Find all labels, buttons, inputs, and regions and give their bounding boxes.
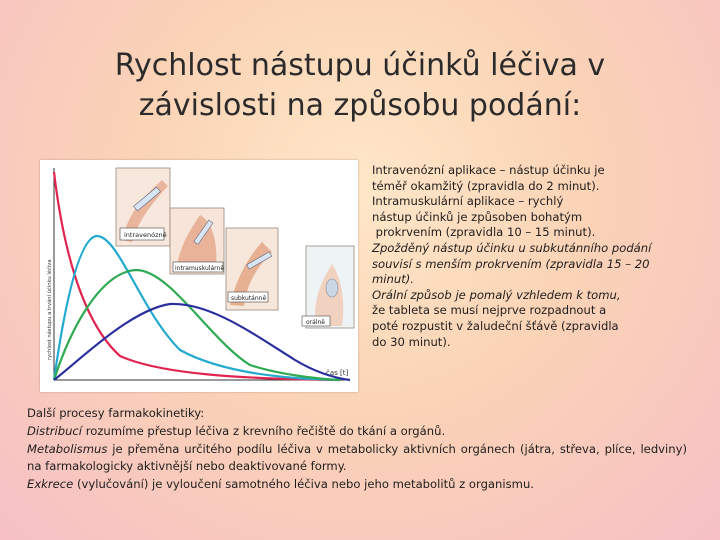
right-line-7: souvisí s menším prokrvením (zpravidla 15 – 20 [372, 256, 650, 271]
right-line-3: Intramuskulární aplikace – rychlý [372, 194, 564, 209]
excretion-paragraph [27, 476, 687, 494]
distribution-text: rozumíme přestup léčiva z krevního řečiště do tkání a orgánů. [82, 423, 446, 438]
title-line-1: Rychlost nástupu účinků léčiva v [114, 48, 606, 83]
right-line-2: téměř okamžitý (zpravidla do 2 minut). [372, 178, 600, 193]
distribution-term: Distribucí [27, 423, 83, 438]
metabolism-term: Metabolismus [27, 441, 108, 456]
x-axis-label: čas [t] [326, 369, 349, 377]
right-line-1: Intravenózní aplikace – nástup účinku je [372, 163, 605, 177]
iv-curve [54, 172, 340, 380]
right-line-9: Orální způsob je pomalý vzhledem k tomu, [372, 287, 621, 302]
absorption-curves-diagram [40, 160, 358, 392]
right-line-12: do 30 minut). [372, 334, 451, 349]
distribution-paragraph [27, 423, 687, 441]
bottom-text-block [27, 405, 687, 494]
right-line-8: minut). [372, 272, 414, 287]
slide-title [0, 46, 720, 126]
y-axis-label: rychlost nástupu a trvání účinku léčiva [47, 259, 53, 360]
right-line-11: poté rozpustit v žaludeční šťávě (zpravidla [372, 318, 619, 333]
right-line-6: Zpožděný nástup účinku u subkutánního podání [372, 240, 652, 255]
right-line-4: nástup účinků je způsoben bohatým [372, 209, 583, 224]
excretion-text: (vylučování) je vyloučení samotného léčiva nebo jeho metabolitů z organismu. [73, 477, 534, 492]
iv-injection-illustration [116, 168, 170, 246]
metabolism-paragraph [27, 441, 687, 477]
title-line-2: závislosti na způsobu podání: [138, 88, 582, 123]
sc-label: subkutánně [231, 295, 267, 302]
metabolism-text: je přeměna určitého podílu léčiva v metabolicky aktivních orgánech (játra, střeva, plíce, ledviny) na farmakologicky aktivnější nebo deaktivované formy. [27, 441, 687, 474]
sc-injection-illustration [226, 228, 278, 310]
right-line-5: prokrvením (zpravidla 10 – 15 minut). [372, 225, 596, 240]
right-line-10: že tableta se musí nejprve rozpadnout a [372, 303, 607, 318]
im-injection-illustration [170, 208, 224, 274]
right-text-block [372, 163, 692, 350]
pharmacokinetics-heading: Další procesy farmakokinetiky: [27, 406, 205, 420]
oral-pill-illustration [302, 246, 354, 328]
absorption-figure [40, 160, 358, 392]
po-label: orálně [306, 319, 325, 326]
iv-label: intravenózně [124, 231, 167, 239]
im-label: intramuskulárně [175, 265, 225, 272]
excretion-term: Exkrece [27, 477, 74, 492]
